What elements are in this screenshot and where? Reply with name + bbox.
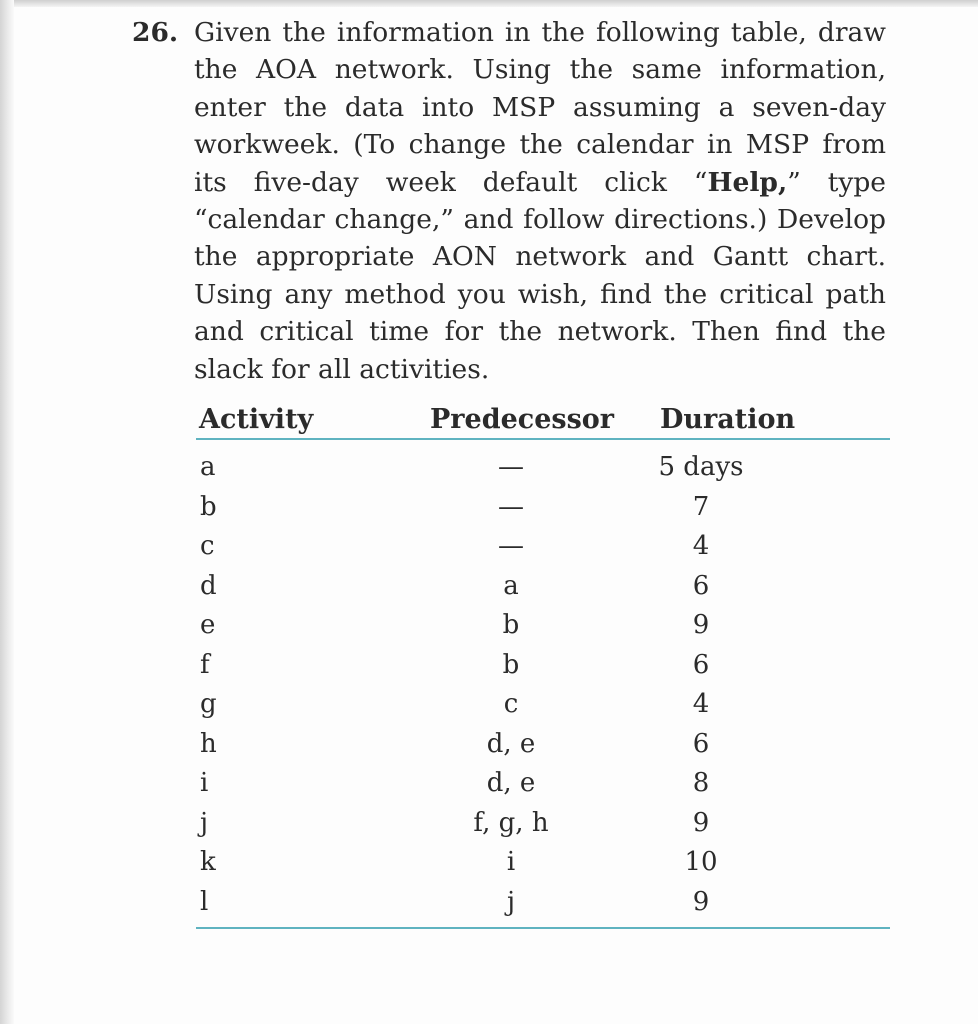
cell-activity: l: [200, 886, 209, 917]
cell-predecessor: f, g, h: [473, 807, 549, 838]
cell-activity: i: [200, 768, 209, 798]
cell-activity: c: [200, 531, 215, 561]
cell-duration: 10: [684, 847, 718, 877]
table-row: [196, 608, 890, 648]
table-row: [196, 766, 890, 806]
cell-duration: 4: [692, 689, 710, 719]
problem-statement: [132, 14, 892, 388]
table-row: [196, 727, 890, 767]
table-row: [196, 569, 890, 609]
cell-predecessor: b: [502, 610, 520, 640]
cell-activity: k: [200, 847, 216, 877]
problem-number: 26.: [132, 17, 179, 48]
cell-predecessor: c: [503, 689, 519, 719]
cell-activity: a: [200, 452, 216, 482]
cell-duration: 4: [692, 531, 710, 561]
cell-predecessor: d, e: [486, 768, 536, 798]
cell-predecessor: —: [498, 491, 524, 522]
table-row: [196, 687, 890, 727]
header-duration: Duration: [660, 404, 796, 435]
activity-table: [196, 398, 890, 924]
table-body: [196, 440, 890, 924]
cell-duration: 8: [692, 768, 710, 798]
cell-duration: 9: [692, 610, 710, 640]
header-predecessor: Predecessor: [430, 404, 615, 435]
cell-activity: j: [200, 807, 209, 838]
cell-duration: 6: [692, 570, 710, 601]
page-top-shadow: [0, 0, 978, 7]
cell-duration: 6: [692, 728, 710, 759]
header-activity: Activity: [199, 404, 314, 435]
table-row: [196, 806, 890, 846]
problem-text-part-2: ” type “calendar change,” and follow directions.) Develop the appropriate AON network and Gantt chart. Using any method you wish, find the critical path and critical time for the network. Then find the slack for all activities.: [194, 166, 886, 385]
problem-text: [194, 14, 886, 388]
cell-duration: 5 days: [658, 452, 744, 482]
cell-duration: 9: [692, 886, 710, 917]
table-header: [196, 398, 890, 440]
cell-duration: 9: [692, 807, 710, 838]
table-row: [196, 885, 890, 925]
cell-activity: d: [200, 570, 217, 601]
table-row: [196, 845, 890, 885]
cell-predecessor: —: [498, 531, 524, 561]
cell-predecessor: d, e: [486, 728, 536, 759]
table-row: [196, 529, 890, 569]
page-left-shadow: [0, 0, 14, 1024]
cell-predecessor: j: [506, 886, 516, 917]
cell-activity: g: [200, 689, 217, 719]
table-row: [196, 490, 890, 530]
problem-text-bold: Help,: [707, 166, 788, 198]
cell-activity: f: [200, 649, 210, 680]
cell-predecessor: —: [498, 452, 524, 482]
cell-duration: 7: [692, 491, 710, 522]
cell-predecessor: a: [503, 570, 519, 601]
table-row: [196, 648, 890, 688]
problem-text-part-1: Given the information in the following table, draw the AOA network. Using the same information, enter the data into MSP assuming a seven-day workweek. (To change the calendar in MSP from its five-day week default click “: [194, 17, 886, 198]
cell-duration: 6: [692, 649, 710, 680]
cell-predecessor: i: [506, 847, 516, 877]
table-row: [196, 450, 890, 490]
cell-activity: b: [200, 491, 217, 522]
cell-activity: e: [200, 610, 216, 640]
table-bottom-rule: [196, 927, 890, 929]
cell-predecessor: b: [502, 649, 520, 680]
cell-activity: h: [200, 728, 217, 759]
